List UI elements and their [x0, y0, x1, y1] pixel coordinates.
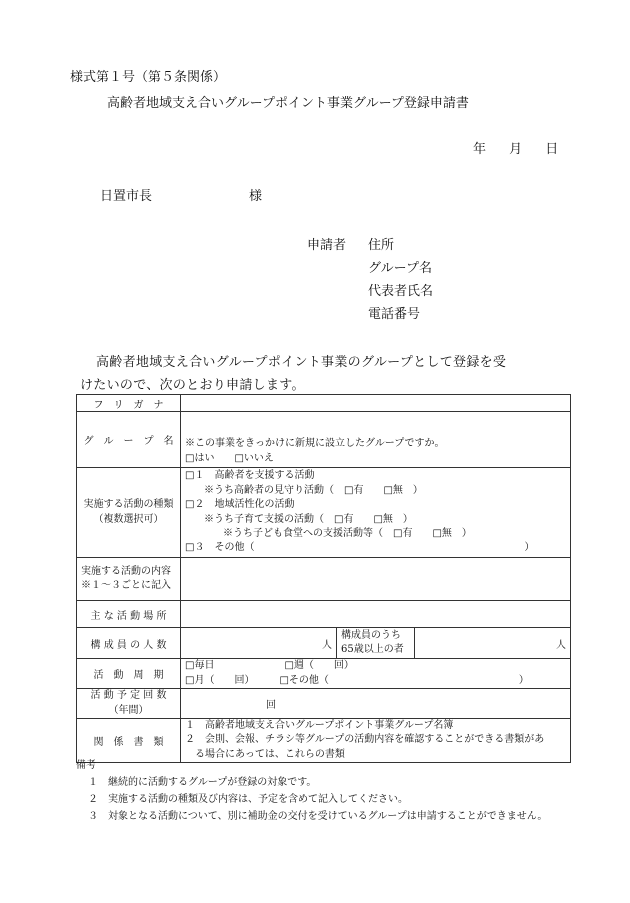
intro-line-2: けたいので、次のとおり申請します。	[80, 378, 305, 393]
new-group-options[interactable]: □はい □いいえ	[185, 452, 274, 464]
phone-field-label: 電話番号	[368, 307, 421, 322]
row-activity-type	[77, 468, 571, 558]
group-name-field-label: グループ名	[368, 261, 432, 276]
cycle-cell[interactable]	[181, 659, 571, 689]
activity-content-cell[interactable]	[181, 558, 571, 601]
group-name-label: グ ル ー プ 名	[77, 412, 181, 468]
cycle-options-line-1[interactable]: □毎日 □週（ 回）	[185, 660, 354, 672]
cycle-label: 活 動 周 期	[77, 659, 181, 689]
members-count-cell[interactable]: 人	[181, 628, 337, 659]
planned-count-label: 活 動 予 定 回 数 （年間）	[77, 689, 181, 719]
planned-count-cell[interactable]: 回	[181, 689, 571, 719]
furigana-input-cell[interactable]	[181, 395, 571, 412]
row-activity-place	[77, 601, 571, 628]
furigana-label: フ リ ガ ナ	[77, 395, 181, 412]
remark-item-3: ３ 対象となる活動について、別に補助金の交付を受けているグループは申請することができません。	[88, 811, 548, 822]
intro-line-1: 高齢者地域支え合いグループポイント事業のグループとして登録を受	[96, 355, 507, 370]
elderly-label: 構成員のうち 65歳以上の者	[337, 628, 415, 659]
row-furigana	[77, 395, 571, 412]
activity-option-3[interactable]: □３ その他（ ）	[185, 542, 535, 554]
document-item-1: １ 高齢者地域支え合いグループポイント事業グループ名簿	[185, 720, 454, 731]
activity-option-1[interactable]: □１ 高齢者を支援する活動	[185, 470, 315, 482]
documents-label: 関 係 書 類	[77, 719, 181, 763]
elderly-count-cell[interactable]: 人	[415, 628, 571, 659]
activity-sub-kids-cafeteria[interactable]: ※うち子ども食堂への支援活動等（ □有 □無 ）	[223, 527, 472, 539]
group-name-cell[interactable]	[181, 412, 571, 468]
members-label: 構 成 員 の 人 数	[77, 628, 181, 659]
address-field-label: 住所	[368, 238, 395, 253]
document-item-2-cont: る場合にあっては、これらの書類	[185, 748, 345, 760]
activity-place-cell[interactable]	[181, 601, 571, 628]
activity-type-label: 実施する活動の種類 （複数選択可）	[77, 468, 181, 558]
remark-item-1: １ 継続的に活動するグループが登録の対象です。	[88, 777, 317, 788]
activity-type-cell[interactable]	[181, 468, 571, 558]
document-item-2: ２ 会則、会報、チラシ等グループの活動内容を確認することができる書類があ	[185, 734, 545, 746]
activity-sub-childcare[interactable]: ※うち子育て支援の活動（ □有 □無 ）	[204, 513, 413, 525]
remarks	[76, 757, 547, 825]
activity-place-label: 主 な 活 動 場 所	[77, 601, 181, 628]
activity-content-label: 実施する活動の内容 ※１～３ごとに記入	[77, 558, 181, 601]
date-fields: 年 月 日	[473, 142, 559, 157]
remarks-heading: 備考	[76, 760, 96, 771]
new-group-question: ※この事業をきっかけに新規に設立したグループですか。	[185, 438, 445, 450]
activity-option-2[interactable]: □２ 地域活性化の活動	[185, 499, 295, 511]
applicant-label: 申請者	[307, 238, 347, 253]
row-planned-count	[77, 689, 571, 719]
activity-sub-watch[interactable]: ※うち高齢者の見守り活動（ □有 □無 ）	[204, 484, 423, 496]
addressee-name: 日置市長	[100, 189, 153, 204]
row-cycle	[77, 659, 571, 689]
row-members	[77, 628, 571, 659]
representative-field-label: 代表者氏名	[368, 284, 434, 299]
remark-item-2: ２ 実施する活動の種類及び内容は、予定を含めて記入してください。	[88, 794, 408, 805]
cycle-options-line-2[interactable]: □月（ 回） □その他（ ）	[185, 674, 529, 686]
document-title: 高齢者地域支え合いグループポイント事業グループ登録申請書	[107, 96, 469, 111]
form-number: 様式第１号（第５条関係）	[70, 70, 227, 85]
application-form-table	[76, 394, 571, 763]
addressee-honorific: 様	[249, 189, 263, 204]
row-activity-content	[77, 558, 571, 601]
row-group-name	[77, 412, 571, 468]
